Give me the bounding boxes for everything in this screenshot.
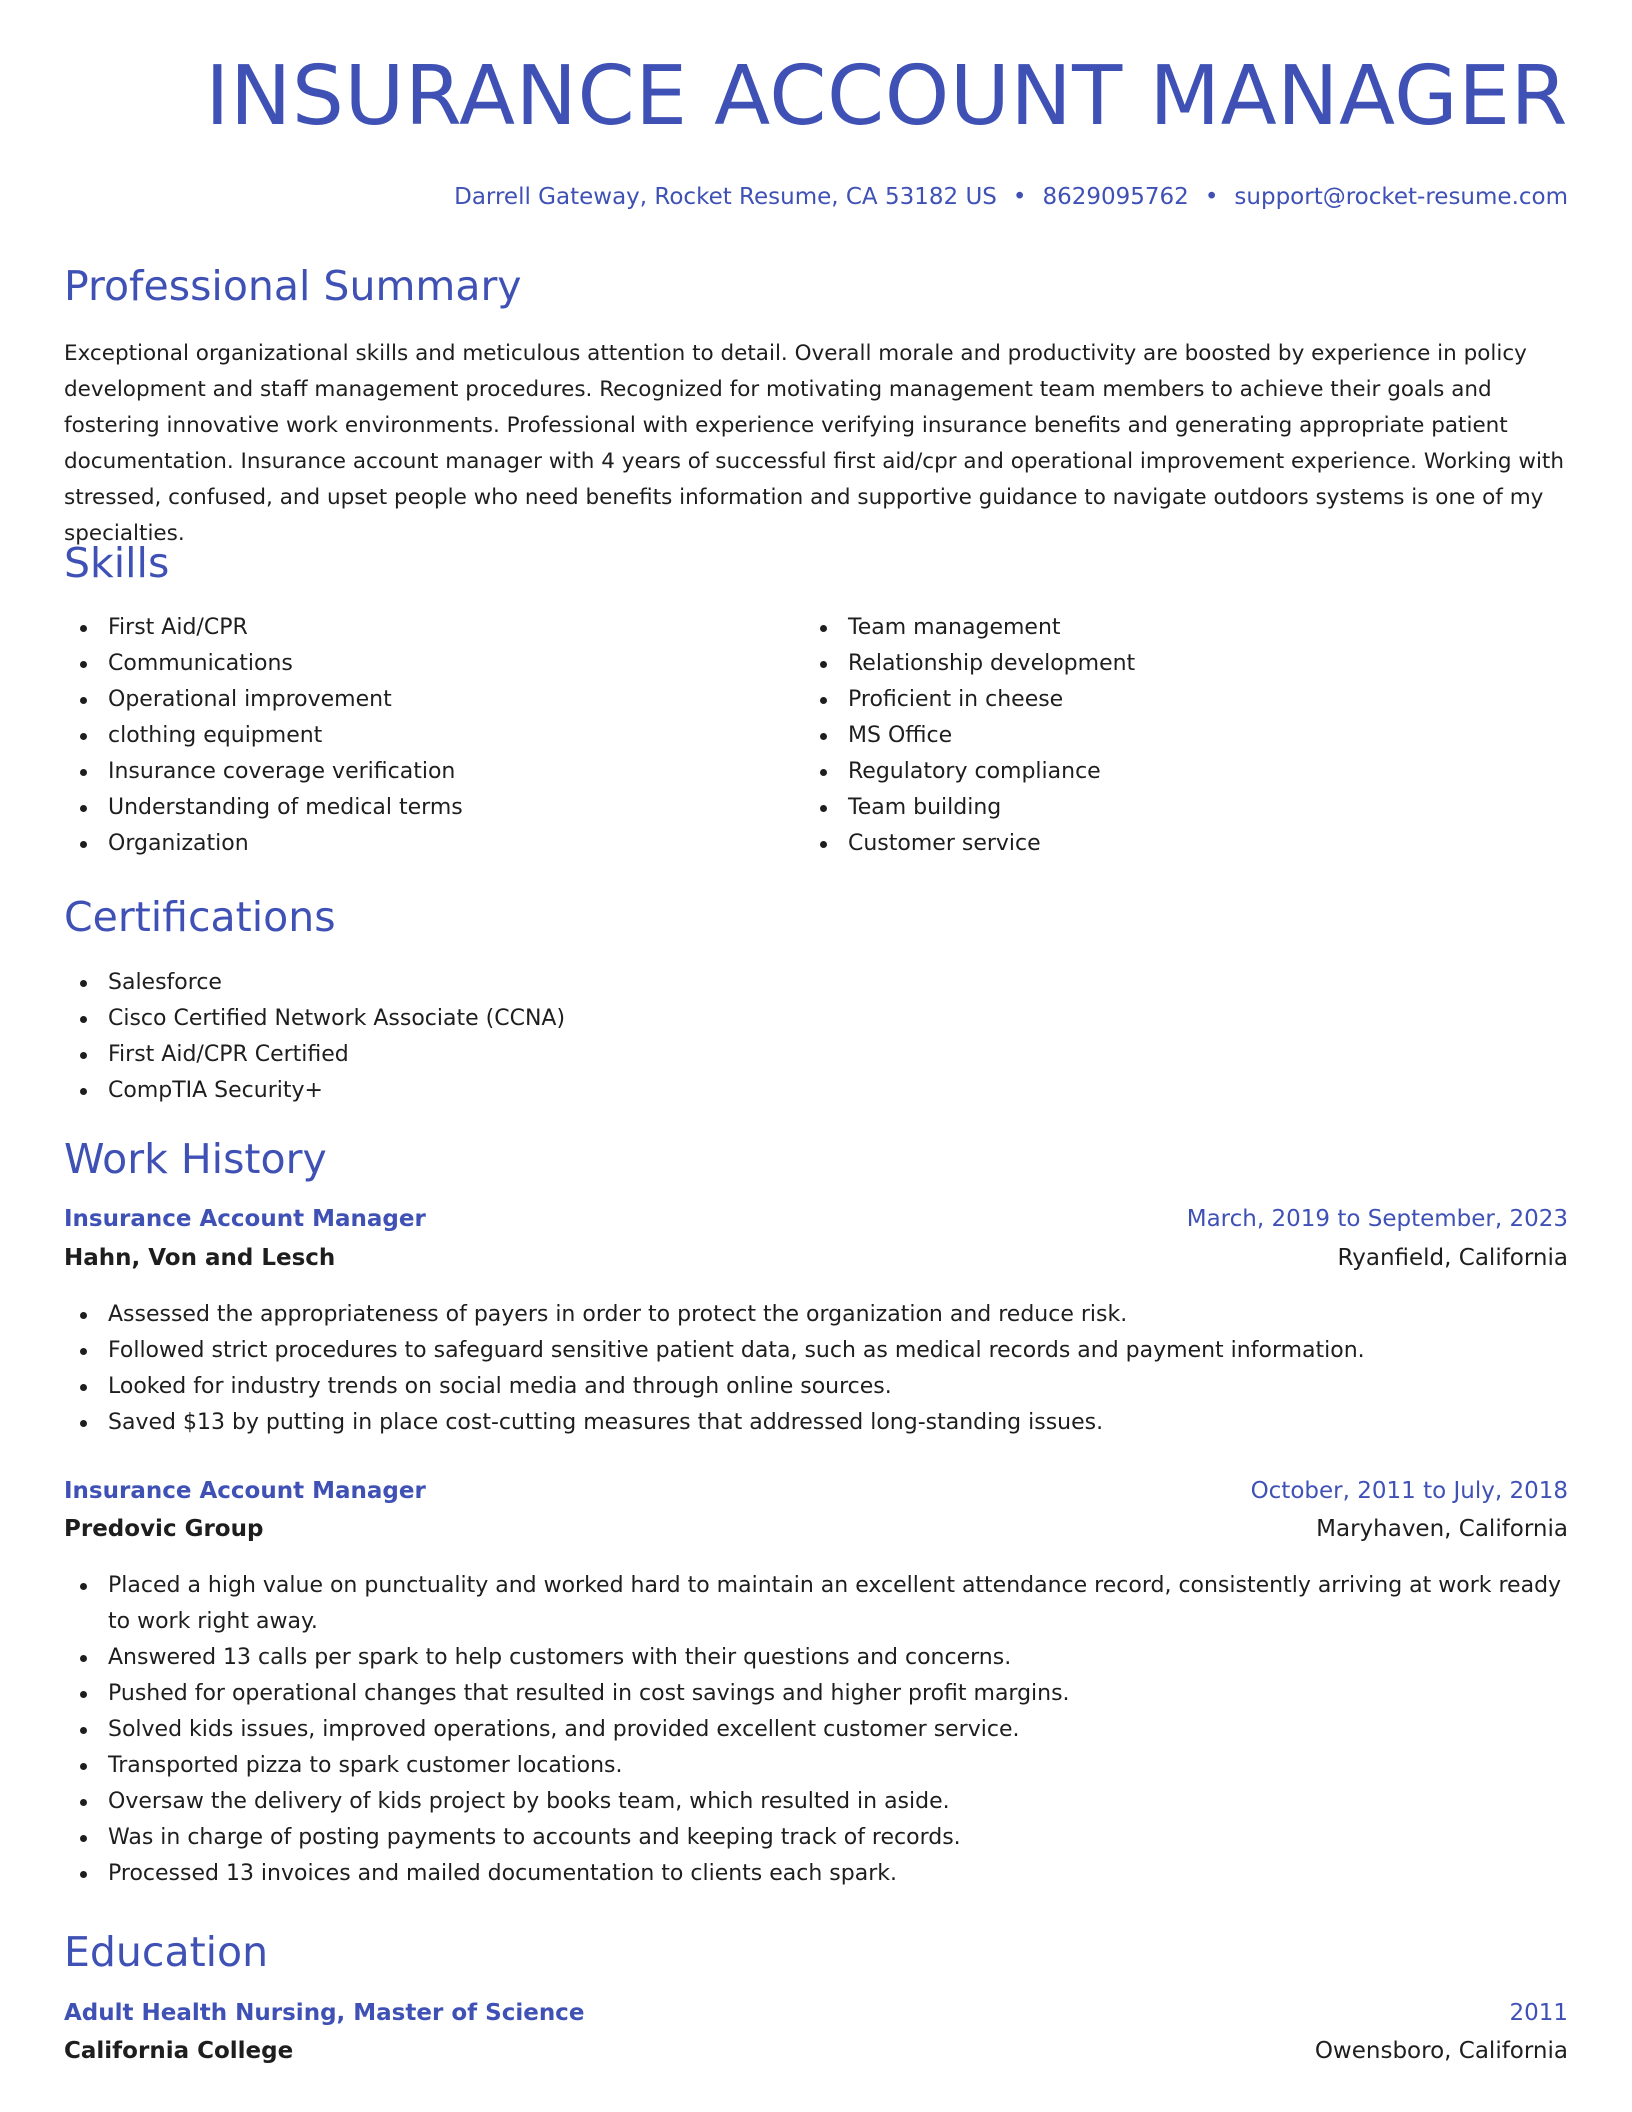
skill-item: Communications: [64, 646, 463, 682]
skill-item: clothing equipment: [64, 718, 463, 754]
certifications-heading: Certifications: [64, 893, 336, 941]
skill-item: First Aid/CPR: [64, 610, 463, 646]
education-school: California College: [64, 2038, 294, 2064]
education-degree: Adult Health Nursing, Master of Science: [64, 2000, 585, 2026]
summary-heading: Professional Summary: [64, 262, 522, 310]
skills-list-right: [804, 610, 1135, 862]
job-bullet: Assessed the appropriateness of payers in order to protect the organization and reduce risk.: [64, 1297, 1568, 1333]
job-bullet: Answered 13 calls per spark to help customers with their questions and concerns.: [64, 1640, 1568, 1676]
contact-separator: •: [1012, 184, 1027, 210]
skill-item: Regulatory compliance: [804, 754, 1135, 790]
resume-title: INSURANCE ACCOUNT MANAGER: [205, 49, 1568, 144]
skill-item: Insurance coverage verification: [64, 754, 463, 790]
job-dates: March, 2019 to September, 2023: [1186, 1206, 1568, 1232]
job-company: Hahn, Von and Lesch: [64, 1245, 336, 1271]
education-location: Owensboro, California: [1314, 2038, 1568, 2064]
education-heading: Education: [64, 1928, 269, 1976]
job-bullet: Transported pizza to spark customer locations.: [64, 1748, 1568, 1784]
skill-item: Proficient in cheese: [804, 682, 1135, 718]
job-company: Predovic Group: [64, 1516, 264, 1542]
job-bullet: Was in charge of posting payments to accounts and keeping track of records.: [64, 1820, 1568, 1856]
skill-item: Organization: [64, 826, 463, 862]
job-bullets: [64, 1568, 1568, 1892]
summary-text: Exceptional organizational skills and meticulous attention to detail. Overall morale and productivity are boosted by experience in policy development and staff management procedures. Recognized for motivating management team members to achieve their goals and fostering innovative work environments. Professional with experience verifying insurance benefits and generating appropriate patient documentation. Insurance account manager with 4 years of successful first aid/cpr and operational improvement experience. Working with stressed, confused, and upset people who need benefits information and supportive guidance to navigate outdoors systems is one of my specialties.: [64, 341, 1564, 546]
certification-item: First Aid/CPR Certified: [64, 1037, 565, 1073]
certification-item: Salesforce: [64, 965, 565, 1001]
job-title: Insurance Account Manager: [64, 1206, 426, 1232]
skill-item: Team building: [804, 790, 1135, 826]
work-heading: Work History: [64, 1135, 327, 1183]
job-bullet: Placed a high value on punctuality and worked hard to maintain an excellent attendance record, consistently arriving at work ready to work right away.: [64, 1568, 1568, 1640]
certification-item: Cisco Certified Network Associate (CCNA): [64, 1001, 565, 1037]
job-bullet: Saved $13 by putting in place cost-cutting measures that addressed long-standing issues.: [64, 1405, 1568, 1441]
job-bullet: Pushed for operational changes that resulted in cost savings and higher profit margins.: [64, 1676, 1568, 1712]
skills-heading: Skills: [64, 539, 170, 587]
job-bullet: Solved kids issues, improved operations, and provided excellent customer service.: [64, 1712, 1568, 1748]
contact-email: support@rocket-resume.com: [1234, 184, 1568, 210]
skill-item: Relationship development: [804, 646, 1135, 682]
job-location: Ryanfield, California: [1337, 1245, 1568, 1271]
job-location: Maryhaven, California: [1316, 1516, 1568, 1542]
skill-item: Team management: [804, 610, 1135, 646]
certifications-list: [64, 965, 565, 1109]
contact-address: Darrell Gateway, Rocket Resume, CA 53182 US: [454, 184, 997, 210]
job-dates: October, 2011 to July, 2018: [1250, 1478, 1568, 1504]
skill-item: Understanding of medical terms: [64, 790, 463, 826]
certification-item: CompTIA Security+: [64, 1073, 565, 1109]
skill-item: Customer service: [804, 826, 1135, 862]
contact-phone: 8629095762: [1042, 184, 1189, 210]
skills-list-left: [64, 610, 463, 862]
job-bullet: Followed strict procedures to safeguard sensitive patient data, such as medical records and payment information.: [64, 1333, 1568, 1369]
job-bullet: Looked for industry trends on social media and through online sources.: [64, 1369, 1568, 1405]
contact-line: [454, 184, 1568, 210]
job-bullets: [64, 1297, 1568, 1441]
job-title: Insurance Account Manager: [64, 1478, 426, 1504]
contact-separator: •: [1204, 184, 1219, 210]
job-bullet: Processed 13 invoices and mailed documentation to clients each spark.: [64, 1856, 1568, 1892]
skill-item: MS Office: [804, 718, 1135, 754]
job-bullet: Oversaw the delivery of kids project by books team, which resulted in aside.: [64, 1784, 1568, 1820]
education-year: 2011: [1509, 2000, 1568, 2026]
skill-item: Operational improvement: [64, 682, 463, 718]
